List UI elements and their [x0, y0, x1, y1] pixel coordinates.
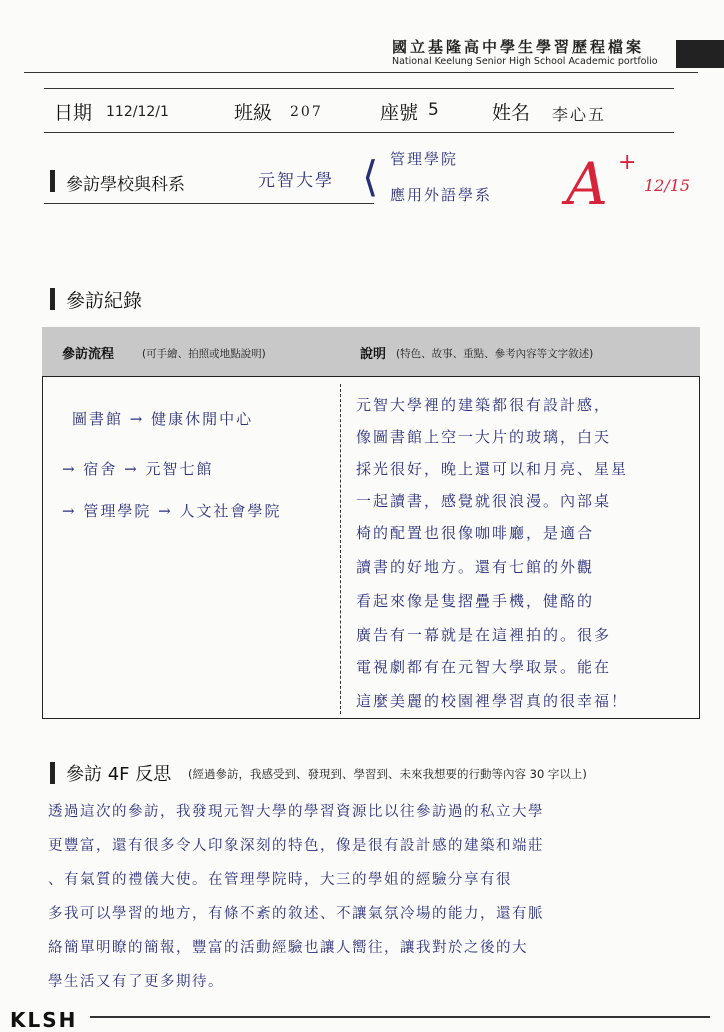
seat-label: 座號 [380, 102, 419, 124]
desc-line-5: 椅的配置也很像咖啡廳，是適合 [356, 524, 595, 542]
footer-rule [90, 1016, 710, 1018]
reflection-note: (經過參訪，我感受到、發現到、學習到、未來我想要的行動等內容 30 字以上) [188, 767, 587, 781]
portfolio-title: 國立基隆高中學生學習歷程檔案 [392, 38, 645, 56]
desc-line-8: 廣告有一幕就是在這裡拍的。很多 [356, 626, 612, 644]
desc-line-7: 看起來像是隻摺疊手機，健酪的 [356, 592, 595, 610]
section-marker [50, 762, 55, 784]
desc-line-2: 像圖書館上空一大片的玻璃，白天 [356, 428, 612, 446]
section-marker [50, 288, 55, 310]
info-bottom-rule [44, 132, 674, 133]
header-block-mark [676, 40, 724, 68]
date-value: 112/12/1 [106, 104, 169, 120]
school-logo: KLSH [10, 1008, 78, 1032]
desc-line-3: 採光很好，晚上還可以和月亮、星星 [356, 460, 629, 478]
name-label: 姓名 [492, 102, 531, 124]
header-rule [24, 72, 698, 73]
grade-mark: A [566, 150, 608, 218]
reflection-line-6: 學生活又有了更多期待。 [48, 974, 224, 990]
date-label: 日期 [54, 102, 93, 124]
desc-line-10: 這麼美麗的校園裡學習真的很幸福！ [356, 692, 629, 710]
bracket-mark: ⟨ [362, 152, 379, 201]
portfolio-subtitle: National Keelung Senior High School Academic portfolio [392, 56, 658, 67]
seat-value: 5 [428, 100, 439, 120]
col1-note: (可手繪、拍照或地點說明) [142, 348, 266, 360]
department-1: 管理學院 [390, 150, 459, 168]
reflection-line-2: 更豐富，還有很多令人印象深刻的特色，像是很有設計感的建築和端莊 [48, 838, 544, 854]
reflection-title: 參訪 4F 反思 [66, 764, 172, 785]
visit-school-label: 參訪學校與科系 [66, 175, 185, 195]
visit-rule [44, 203, 374, 204]
school-name: 元智大學 [258, 171, 334, 191]
info-top-rule [44, 88, 674, 89]
section-marker [50, 170, 55, 192]
class-value: 207 [290, 104, 323, 120]
grade-plus: + [618, 150, 637, 175]
flow-line-2: → 宿舍 → 元智七館 [62, 460, 214, 478]
record-section-title: 參訪紀錄 [66, 290, 143, 312]
grade-score: 12/15 [644, 176, 691, 195]
class-label: 班級 [234, 102, 273, 124]
desc-line-4: 一起讀書，感覺就很浪漫。內部桌 [356, 492, 612, 510]
col2-title: 說明 [360, 347, 387, 362]
desc-line-6: 讀書的好地方。還有七館的外觀 [356, 558, 595, 576]
name-value: 李心五 [552, 105, 607, 124]
reflection-line-1: 透過這次的參訪，我發現元智大學的學習資源比以往參訪過的私立大學 [48, 804, 544, 820]
desc-line-1: 元智大學裡的建築都很有設計感， [356, 396, 612, 414]
reflection-line-5: 絡簡單明瞭的簡報，豐富的活動經驗也讓人嚮往，讓我對於之後的大 [48, 940, 528, 956]
col1-title: 參訪流程 [62, 347, 115, 362]
reflection-line-3: 、有氣質的禮儀大使。在管理學院時，大三的學姐的經驗分享有很 [48, 872, 512, 888]
reflection-line-4: 多我可以學習的地方，有條不紊的敘述、不讓氣氛冷場的能力，還有脈 [48, 906, 544, 922]
department-2: 應用外語學系 [390, 186, 493, 204]
column-divider [340, 384, 341, 714]
desc-line-9: 電視劇都有在元智大學取景。能在 [356, 658, 612, 676]
col2-note: (特色、故事、重點、參考內容等文字敘述) [396, 348, 594, 360]
flow-line-1: 圖書館 → 健康休閒中心 [72, 410, 254, 428]
flow-line-3: → 管理學院 → 人文社會學院 [62, 502, 282, 520]
